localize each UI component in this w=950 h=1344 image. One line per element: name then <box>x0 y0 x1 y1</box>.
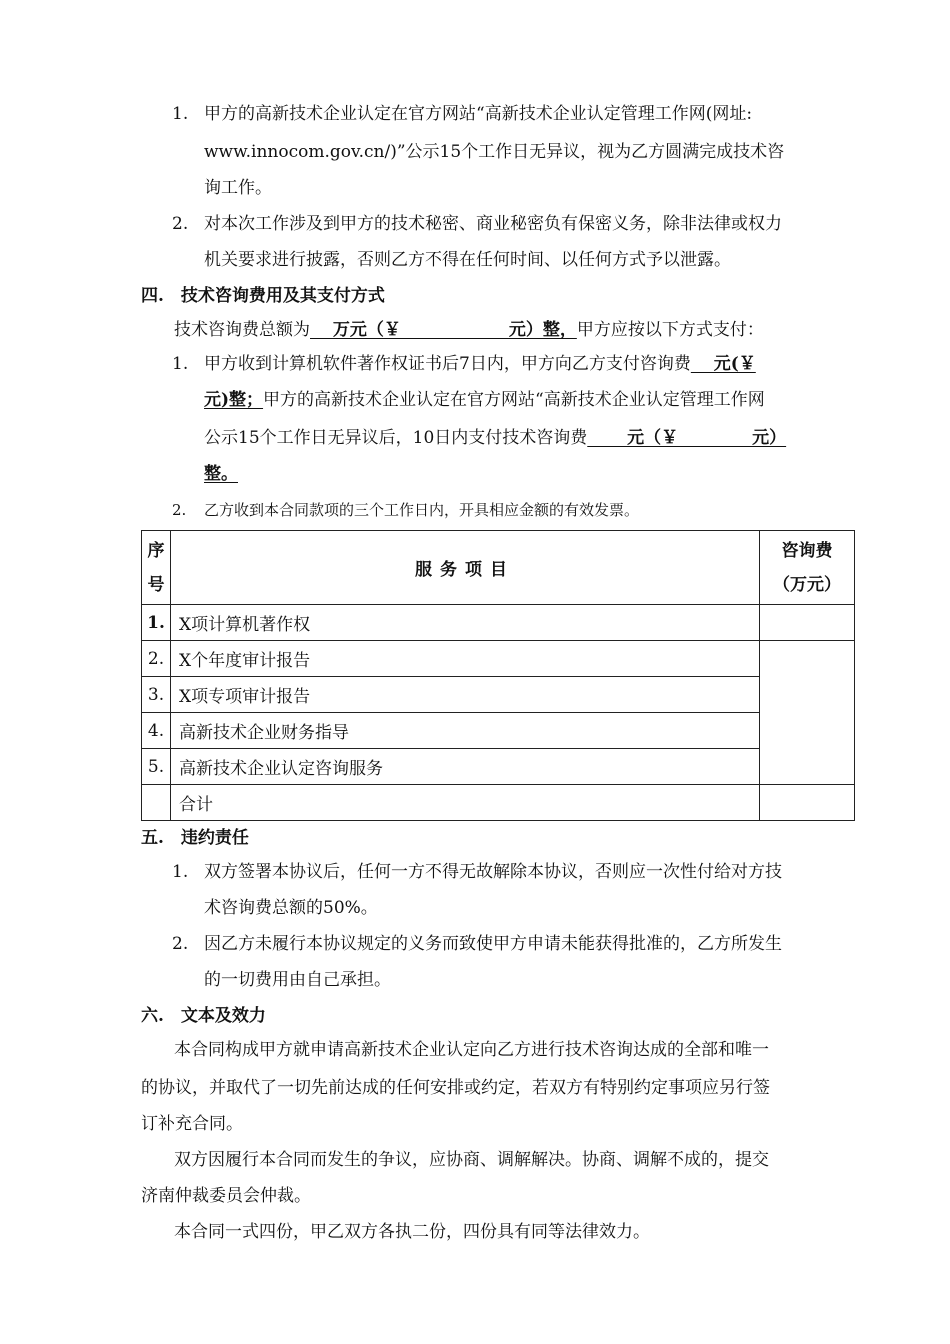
row-item: 高新技术企业认定咨询服务 <box>171 749 760 785</box>
service-fee-table <box>141 530 855 821</box>
header-serial-no <box>142 531 171 605</box>
header-serial-no-line2: 号 <box>147 574 165 595</box>
list-number: 2. <box>172 934 189 954</box>
list-number: 1. <box>172 354 189 374</box>
payment-amount: 元（￥ 元） <box>587 428 787 448</box>
header-fee-line2: （万元） <box>773 574 841 595</box>
paragraph-line: 对本次工作涉及到甲方的技术秘密、商业秘密负有保密义务，除非法律或权力 <box>204 214 782 234</box>
row-item: X个年度审计报告 <box>171 641 760 677</box>
paragraph-line: 的协议，并取代了一切先前达成的任何安排或约定，若双方有特别约定事项应另行签 <box>141 1078 770 1098</box>
section-4-heading: 四. 技术咨询费用及其支付方式 <box>141 286 385 306</box>
payment-text: 甲方收到计算机软件著作权证书后7日内，甲方向乙方支付咨询费 <box>204 354 691 374</box>
table-row <box>142 641 855 677</box>
paragraph-line <box>204 390 765 410</box>
list-number: 1. <box>172 104 189 124</box>
table-total-row <box>142 785 855 821</box>
row-number: 4. <box>142 713 171 749</box>
row-item: 高新技术企业财务指导 <box>171 713 760 749</box>
total-label: 合计 <box>171 785 760 821</box>
list-number: 2. <box>172 214 189 234</box>
header-serial-no-line1: 序 <box>147 540 165 561</box>
row-number: 2. <box>142 641 171 677</box>
paragraph-line: 机关要求进行披露，否则乙方不得在任何时间、以任何方式予以泄露。 <box>204 250 731 270</box>
paragraph-line: 甲方的高新技术企业认定在官方网站“高新技术企业认定管理工作网(网址: <box>204 104 753 124</box>
header-fee <box>760 531 855 605</box>
row-number: 1. <box>142 605 171 641</box>
paragraph-line: 询工作。 <box>204 178 272 198</box>
payment-amount: 元)整； <box>204 390 264 410</box>
paragraph-line <box>204 428 786 448</box>
fee-total-line <box>174 320 764 340</box>
row-number <box>142 785 171 821</box>
paragraph-line <box>204 354 756 374</box>
paragraph-line: 的一切费用由自己承担。 <box>204 970 391 990</box>
table-header-row <box>142 531 855 605</box>
fee-total-suffix: 甲方应按以下方式支付： <box>576 320 764 340</box>
payment-amount: 整。 <box>204 464 238 484</box>
table-row <box>142 713 855 749</box>
table-row <box>142 749 855 785</box>
row-number: 5. <box>142 749 171 785</box>
paragraph-line: 双方因履行本合同而发生的争议，应协商、调解解决。协商、调解不成的，提交 <box>174 1150 769 1170</box>
header-service-item: 服务项目 <box>171 531 760 605</box>
paragraph-line: 双方签署本协议后，任何一方不得无故解除本协议，否则应一次性付给对方技 <box>204 862 782 882</box>
paragraph-line: www.innocom.gov.cn/)”公示15个工作日无异议，视为乙方圆满完成技术咨 <box>204 142 785 162</box>
section-5-heading: 五. 违约责任 <box>141 828 249 848</box>
row-item: X项专项审计报告 <box>171 677 760 713</box>
list-number: 1. <box>172 862 189 882</box>
fee-total-amount: 万元（￥ 元）整， <box>310 320 577 340</box>
paragraph-line: 本合同构成甲方就申请高新技术企业认定向乙方进行技术咨询达成的全部和唯一 <box>174 1040 769 1060</box>
table-row <box>142 677 855 713</box>
row-fee-cell <box>760 605 855 641</box>
payment-text: 公示15个工作日无异议后，10日内支付技术咨询费 <box>204 428 588 448</box>
paragraph-line: 因乙方未履行本协议规定的义务而致使甲方申请未能获得批准的，乙方所发生 <box>204 934 782 954</box>
merged-fee-cell <box>760 641 855 785</box>
row-number: 3. <box>142 677 171 713</box>
fee-total-prefix: 技术咨询费总额为 <box>174 320 310 340</box>
table-row <box>142 605 855 641</box>
paragraph-line: 术咨询费总额的50%。 <box>204 898 378 918</box>
paragraph-line: 订补充合同。 <box>141 1114 243 1134</box>
header-fee-line1: 咨询费 <box>781 540 833 561</box>
row-item: X项计算机著作权 <box>171 605 760 641</box>
validity-paragraph-3: 本合同一式四份，甲乙双方各执二份，四份具有同等法律效力。 <box>174 1222 650 1242</box>
paragraph-line: 济南仲裁委员会仲裁。 <box>141 1186 311 1206</box>
section-6-heading: 六. 文本及效力 <box>141 1006 266 1026</box>
list-number: 2. <box>172 501 187 519</box>
payment-text: 甲方的高新技术企业认定在官方网站“高新技术企业认定管理工作网 <box>263 390 765 410</box>
paragraph-line: 乙方收到本合同款项的三个工作日内，开具相应金额的有效发票。 <box>204 501 640 519</box>
payment-amount: 元(￥ <box>690 354 756 374</box>
total-fee-cell <box>760 785 855 821</box>
